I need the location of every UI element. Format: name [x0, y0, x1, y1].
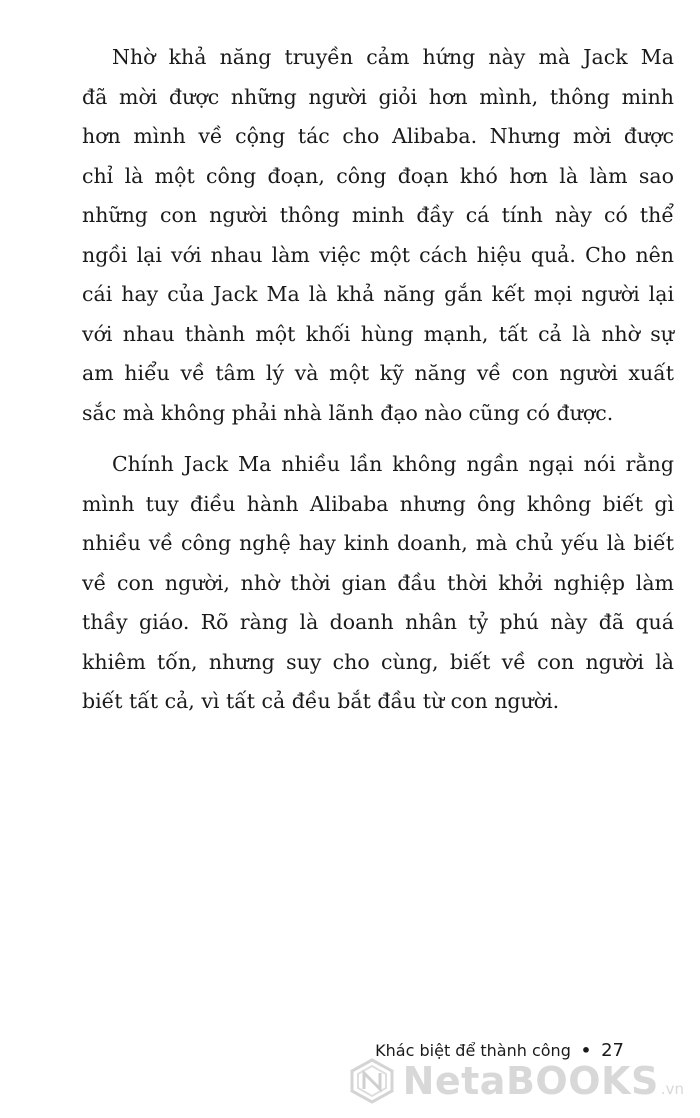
text-line: đã mời được những người giỏi hơn mình, thông minh: [82, 84, 674, 109]
footer-separator: •: [580, 1041, 592, 1060]
text-line: sắc mà không phải nhà lãnh đạo nào cũng có được.: [82, 400, 614, 425]
netabooks-logo-icon: [349, 1058, 395, 1104]
paragraph-gap: [82, 433, 674, 445]
text-line: cái hay của Jack Ma là khả năng gắn kết mọi người lại: [82, 282, 674, 306]
text-line: với nhau thành một khối hùng mạnh, tất cả là nhờ sự: [82, 321, 674, 346]
text-line: ngồi lại với nhau làm việc một cách hiệu quả. Cho nên: [82, 242, 674, 267]
watermark-text: NetaBOOKS: [402, 1059, 659, 1103]
text-line: am hiểu về tâm lý và một kỹ năng về con người xuất: [82, 361, 674, 385]
watermark-suffix: .vn: [660, 1080, 684, 1098]
text-line: Nhờ khả năng truyền cảm hứng này mà Jack Ma: [112, 45, 674, 69]
text-line: khiêm tốn, nhưng suy cho cùng, biết về con người là: [82, 649, 674, 674]
text-line: Chính Jack Ma nhiều lần không ngần ngại nói rằng: [112, 452, 674, 476]
paragraph-1: [82, 38, 674, 433]
page-number: 27: [601, 1040, 624, 1061]
paragraph-2: [82, 445, 674, 722]
text-line: thầy giáo. Rõ ràng là doanh nhân tỷ phú này đã quá: [82, 610, 674, 634]
watermark: [349, 1058, 684, 1104]
text-line: biết tất cả, vì tất cả đều bắt đầu từ con người.: [82, 689, 560, 713]
text-line: nhiều về công nghệ hay kinh doanh, mà chủ yếu là biết: [82, 531, 674, 555]
text-line: những con người thông minh đầy cá tính này có thể: [82, 203, 674, 227]
text-line: chỉ là một công đoạn, công đoạn khó hơn là làm sao: [82, 163, 674, 188]
text-line: mình tuy điều hành Alibaba nhưng ông không biết gì: [82, 491, 674, 516]
page-body: [82, 38, 674, 722]
text-line: về con người, nhờ thời gian đầu thời khởi nghiệp làm: [82, 570, 674, 595]
text-line: hơn mình về cộng tác cho Alibaba. Nhưng mời được: [82, 124, 674, 148]
book-title: Khác biệt để thành công: [375, 1041, 571, 1060]
